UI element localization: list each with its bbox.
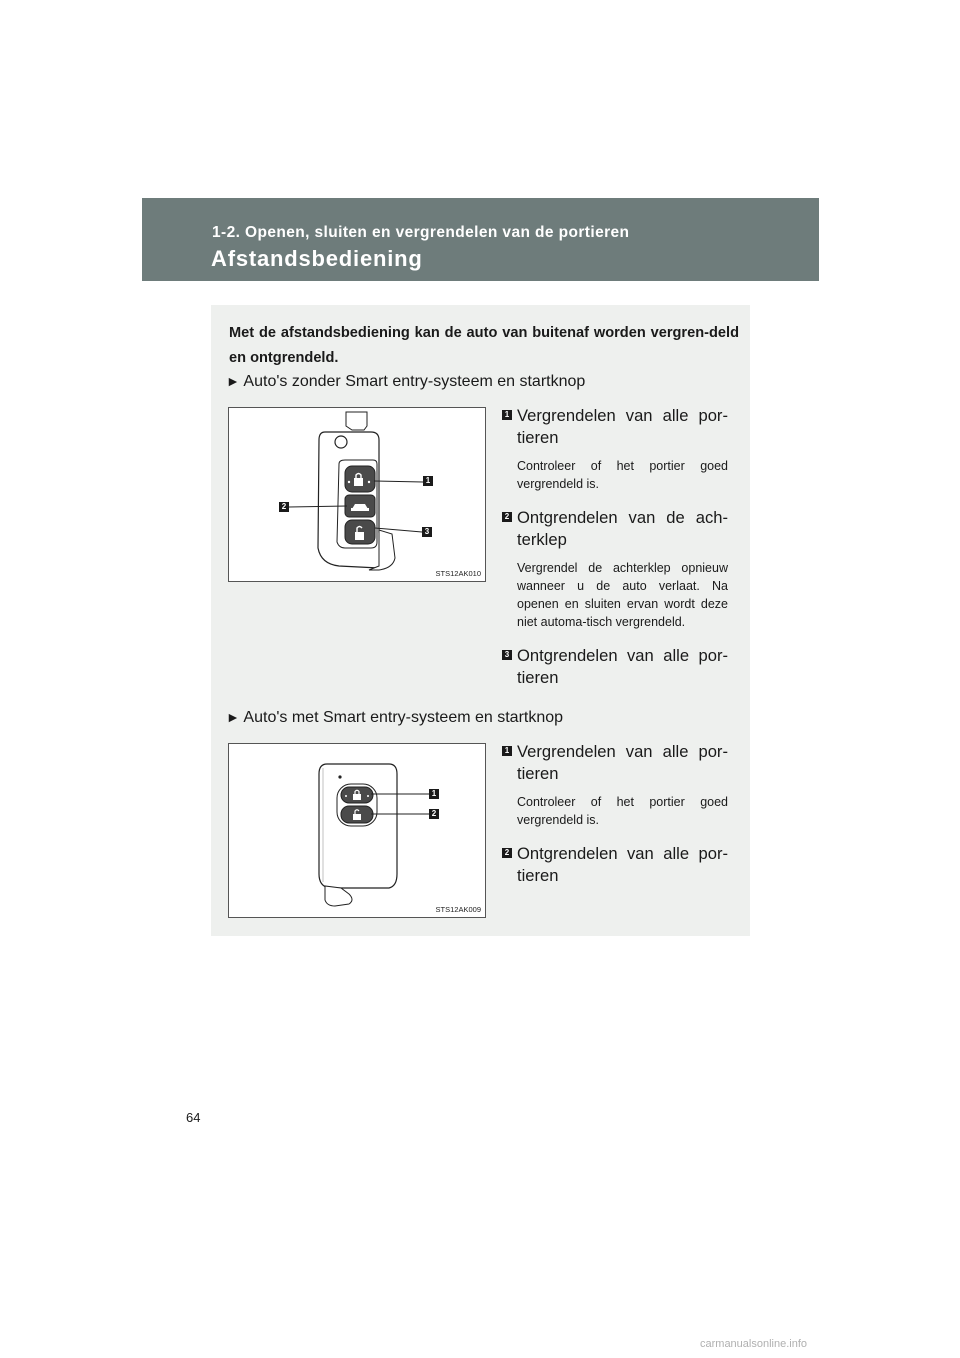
callout-1: 1 [423,476,433,486]
item-title: Ontgrendelen van alle por-tieren [517,844,728,885]
list-item [502,405,728,493]
section-title: 1-2. Openen, sluiten en vergrendelen van de portieren [212,224,630,241]
item-number: 2 [502,512,512,522]
flip-key-illustration [229,408,485,581]
variant-heading-2 [226,709,563,727]
figure-smart-key [228,743,486,918]
item-description: Controleer of het portier goed vergrendeld is. [517,459,728,491]
item-number: 1 [502,746,512,756]
callout-3: 3 [422,527,432,537]
item-description: Vergrendel de achterklep opnieuw wanneer u de auto verlaat. Na openen en sluiten ervan wordt deze niet automa-tisch vergrendeld. [517,561,728,629]
item-title: Vergrendelen van alle por-tieren [517,406,728,447]
item-title: Vergrendelen van alle por-tieren [517,742,728,783]
callout-2: 2 [429,809,439,819]
variant2-items [502,741,728,887]
variant-heading-text: Auto's zonder Smart entry-systeem en startknop [243,373,586,390]
item-title: Ontgrendelen van de ach-terklep [517,508,728,549]
figure-code: STS12AK010 [435,569,481,578]
item-description: Controleer of het portier goed vergrendeld is. [517,795,728,827]
item-number: 2 [502,848,512,858]
chapter-header [142,198,819,281]
intro-text: Met de afstandsbediening kan de auto van buitenaf worden vergren-deld en ontgrendeld. [229,325,739,366]
list-item [502,741,728,829]
variant1-items [502,405,728,689]
triangle-arrow-icon: ► [226,709,240,725]
list-item [502,645,728,689]
variant-heading-1 [226,373,585,391]
page-title: Afstandsbediening [211,246,423,271]
figure-code: STS12AK009 [435,905,481,914]
list-item [502,507,728,631]
list-item [502,843,728,887]
smart-key-illustration [229,744,485,917]
callout-2: 2 [279,502,289,512]
item-title: Ontgrendelen van alle por-tieren [517,646,728,687]
variant-heading-text: Auto's met Smart entry-systeem en startknop [243,709,564,726]
content-panel [211,305,750,936]
item-number: 3 [502,650,512,660]
callout-1: 1 [429,789,439,799]
page-number: 64 [186,1110,201,1125]
watermark: carmanualsonline.info [700,1338,808,1350]
figure-flip-key [228,407,486,582]
item-number: 1 [502,410,512,420]
triangle-arrow-icon: ► [226,373,240,389]
